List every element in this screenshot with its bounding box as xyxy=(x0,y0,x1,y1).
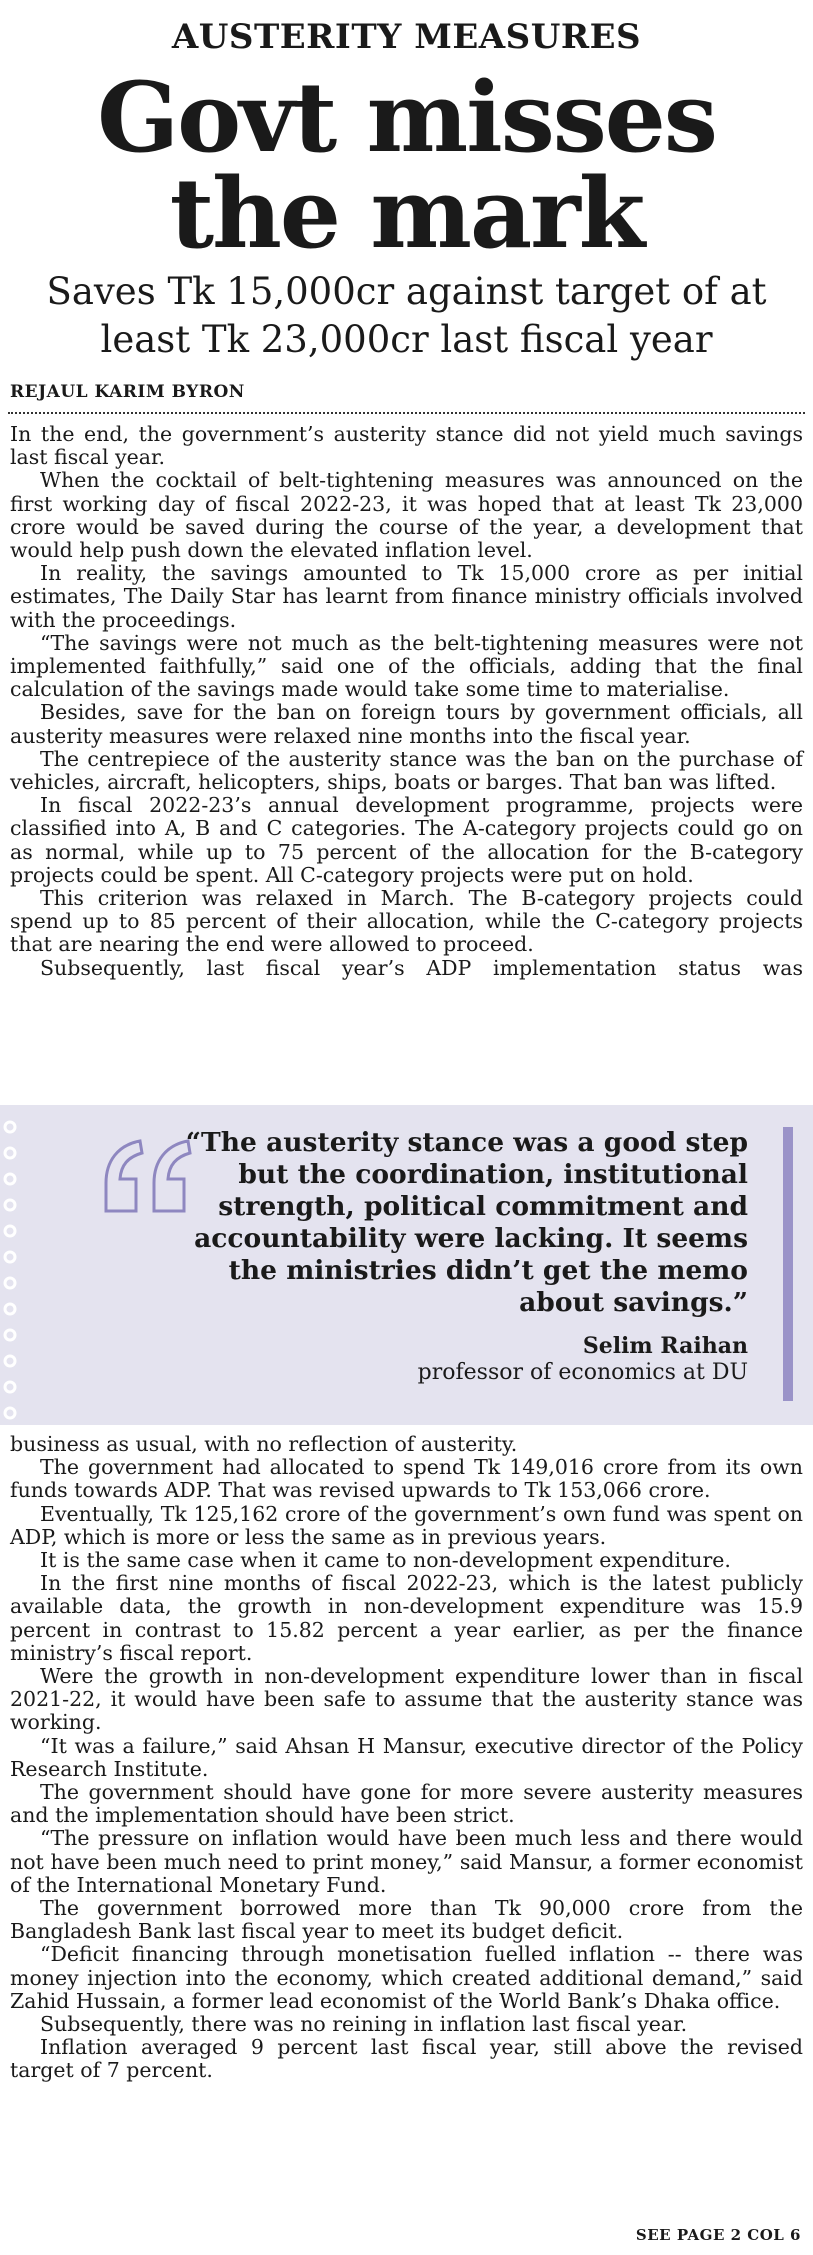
body-paragraph: Subsequently, there was no reining in inflation last fiscal year. xyxy=(40,2012,688,2037)
article-body-part-1 xyxy=(10,423,803,980)
headline-line-2: the mark xyxy=(169,157,644,270)
pullquote-accent-bar xyxy=(783,1127,793,1401)
continuation-link[interactable]: SEE PAGE 2 COL 6 xyxy=(635,2226,801,2244)
body-paragraph: “Deficit financing through monetisation fuelled inflation -- there was money injection into the economy, which created additional demand,” said Zahid Hussain, a former lead economist of the World Bank’s Dhaka office. xyxy=(10,1942,803,2013)
kicker: AUSTERITY MEASURES xyxy=(171,17,642,57)
body-paragraph: In fiscal 2022-23’s annual development programme, projects were classified into A, B and C categories. The A-category projects could go on as normal, while up to 75 percent of the allocation for the B-category projects could be spent. All C-category projects were put on hold. xyxy=(10,793,803,887)
body-paragraph: Eventually, Tk 125,162 crore of the government’s own fund was spent on ADP, which is more or less the same as in previous years. xyxy=(10,1501,803,1549)
body-paragraph: “The savings were not much as the belt-tightening measures were not implemented faithfully,” said one of the officials, adding that the final calculation of the savings made would take some time to materialise. xyxy=(10,630,803,702)
body-paragraph: The government borrowed more than Tk 90,000 crore from the Bangladesh Bank last fiscal year to meet its budget deficit. xyxy=(10,1896,803,1944)
article-body-part-2 xyxy=(10,1433,803,2083)
body-paragraph: business as usual, with no reflection of austerity. xyxy=(10,1432,518,1456)
body-paragraph: In the first nine months of fiscal 2022-23, which is the latest publicly available data, the growth in non-development expenditure was 15.9 percent in contrast to 15.82 percent a year earlier, as per the finance ministry’s fiscal report. xyxy=(10,1571,803,1665)
pullquote-box xyxy=(0,1105,813,1425)
notebook-edge-decoration xyxy=(0,1105,30,1425)
subhead-line-1: Saves Tk 15,000cr against target of at xyxy=(46,270,767,313)
body-paragraph: This criterion was relaxed in March. The B-category projects could spend up to 85 percent of their allocation, while the C-category projects that are nearing the end were allowed to proceed. xyxy=(10,886,803,957)
body-paragraph: It is the same case when it came to non-development expenditure. xyxy=(40,1548,731,1573)
body-paragraph: In reality, the savings amounted to Tk 15,000 crore as per initial estimates, The Daily Star has learnt from finance ministry officials involved with the proceedings. xyxy=(10,561,803,632)
body-paragraph: Besides, save for the ban on foreign tours by government officials, all austerity measures were relaxed nine months into the fiscal year. xyxy=(10,700,803,748)
body-paragraph: The centrepiece of the austerity stance was the ban on the purchase of vehicles, aircraft, helicopters, ships, boats or barges. That ban was lifted. xyxy=(10,746,803,795)
body-paragraph: “It was a failure,” said Ahsan H Mansur, executive director of the Policy Research Institute. xyxy=(10,1733,803,1781)
pullquote-attribution-name: Selim Raihan xyxy=(582,1333,748,1359)
body-paragraph: In the end, the government’s austerity stance did not yield much savings last fiscal year. xyxy=(10,422,803,470)
pullquote-text: “The austerity stance was a good step but the coordination, institutional strength, political commitment and accountability were lacking. It seems the ministries didn’t get the memo about savings.” xyxy=(185,1127,748,1318)
byline-divider xyxy=(8,412,805,414)
subheadline xyxy=(20,268,793,364)
body-paragraph: Were the growth in non-development expenditure lower than in fiscal 2021-22, it would have been safe to assume that the austerity stance was working. xyxy=(10,1664,803,1735)
headline-line-1: Govt misses xyxy=(97,61,716,174)
body-paragraph: When the cocktail of belt-tightening measures was announced on the first working day of fiscal 2022-23, it was hoped that at least Tk 23,000 crore would be saved during the course of the year, a development that would help push down the elevated inflation level. xyxy=(10,468,803,563)
pullquote-attribution-role: professor of economics at DU xyxy=(417,1360,748,1385)
body-paragraph: Subsequently, last fiscal year’s ADP implementation status was xyxy=(40,955,803,980)
subhead-line-2: least Tk 23,000cr last fiscal year xyxy=(100,318,713,361)
byline: REJAUL KARIM BYRON xyxy=(10,382,245,402)
body-paragraph: “The pressure on inflation would have been much less and there would not have been much need to print money,” said Mansur, a former economist of the International Monetary Fund. xyxy=(10,1826,803,1897)
headline xyxy=(0,61,813,270)
body-paragraph: The government had allocated to spend Tk 149,016 crore from its own funds towards ADP. That was revised upwards to Tk 153,066 crore. xyxy=(10,1455,803,1503)
body-paragraph: Inflation averaged 9 percent last fiscal year, still above the revised target of 7 percent. xyxy=(10,2035,803,2083)
body-paragraph: The government should have gone for more severe austerity measures and the implementation should have been strict. xyxy=(10,1780,803,1828)
